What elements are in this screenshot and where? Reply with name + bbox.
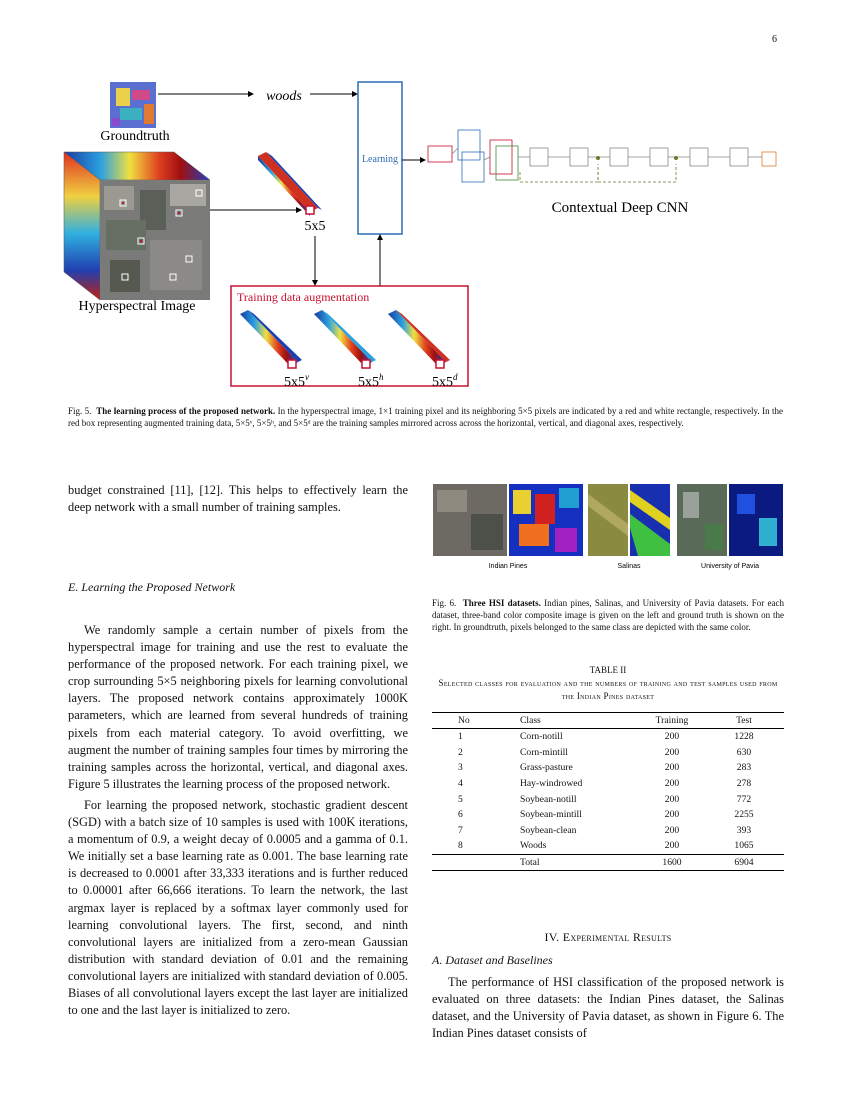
- table-cell: Grass-pasture: [520, 762, 573, 774]
- table-cell: 200: [664, 778, 680, 790]
- table-total-cell: Total: [520, 854, 640, 871]
- aug-d-label: 5x5$^d$: [432, 372, 458, 390]
- table-cell: 200: [664, 809, 680, 821]
- table-cell: 772: [736, 793, 752, 805]
- table-cell: 1065: [734, 840, 754, 852]
- table-cell: 200: [664, 824, 680, 836]
- table-row: [432, 838, 784, 854]
- table-row: [432, 807, 784, 823]
- table-cell: 2: [458, 746, 463, 758]
- table-total-cell: 6904: [704, 854, 784, 871]
- header-test: Test: [704, 713, 784, 729]
- header-no: No: [432, 713, 520, 729]
- dataset-label-pavia: University of Pavia: [701, 563, 759, 570]
- table-cell: 200: [664, 746, 680, 758]
- table-total-cell: [432, 854, 520, 871]
- table-cell: Soybean-clean: [520, 824, 577, 836]
- left-column: [68, 482, 408, 516]
- figure-5: [0, 60, 850, 400]
- table-cell: Soybean-notill: [520, 793, 577, 805]
- table-cell: 278: [736, 778, 752, 790]
- table-cell: 200: [664, 762, 680, 774]
- section-iv-heading: IV. Experimental Results: [544, 930, 672, 944]
- table-cell: 200: [664, 793, 680, 805]
- paragraph-2: For learning the proposed network, stochastic gradient descent (SGD) with a batch size of 10 samples is used with 100K iterations, a momentum of 0.9, a weight decay of 0.0005 and a gamma of 0.1. We initially set a base learning rate as 0.001. The base learning rate is decreased to 0.0001 after 33,333 iterations and is further reduced to 0.00001 after 66,666 iterations. To learn the network, the last argmax layer is replaced by a softmax layer commonly used for learning convolutional layers. The first, second, and ninth convolutional layers are initialized from a zero-mean Gaussian distribution with standard deviation of 0.01 and the remaining convolutional layers are initialized with standard deviation of 0.005. Biases of all convolutional layers except the last layer are initialized to one and the last layer is initialized to zero.: [68, 797, 408, 1018]
- salinas-images: [588, 484, 670, 556]
- table-caption: Selected classes for evaluation and the numbers of training and test samples used from the Indian Pines dataset: [438, 678, 778, 701]
- table-cell: Woods: [520, 840, 547, 852]
- augmentation-label: Training data augmentation: [237, 290, 370, 304]
- table-cell: Soybean-mintill: [520, 809, 582, 821]
- table-row: [432, 760, 784, 776]
- groundtruth-map: [110, 82, 156, 128]
- aug-v-label: 5x5$^v$: [284, 372, 309, 390]
- aug-h-label: 5x5$^h$: [358, 372, 384, 390]
- paragraph-1: We randomly sample a certain number of pixels from the hyperspectral image for training and use the rest to evaluate the performance of the proposed network. For each training pixel, we crop surrounding 5×5 neighboring pixels for learning convolutional layers. The proposed network contains approximately 1000K parameters, which are learned from several hundreds of training pixels from each material category. To avoid overfitting, we augment the number of training samples four times by mirroring the training samples across the horizontal, vertical, and diagonal axes. Figure 5 illustrates the learning process of the proposed network.: [68, 623, 408, 791]
- right-paragraph: The performance of HSI classification of the proposed network is evaluated on three datasets: the Indian Pines dataset, the Salinas dataset, and the University of Pavia dataset, as shown in Figure 6. The Indian Pines dataset consists of: [432, 975, 784, 1041]
- woods-label: woods: [266, 89, 302, 104]
- left-paragraphs: [68, 622, 408, 1019]
- cnn-label: Contextual Deep CNN: [551, 200, 689, 216]
- figure-5-caption: Fig. 5. The learning process of the proposed network. In the hyperspectral image, 1×1 training pixel and its neighboring 5×5 pixels are indicated by a red and white rectangle, respectively. In the red box representing augmented training data, 5×5ᵛ, 5×5ʰ, and 5×5ᵈ are the training samples mirrored across across the horizontal, vertical, and diagonal axes, respectively.: [68, 406, 784, 428]
- table-cell: 3: [458, 762, 463, 774]
- table-total-row: [432, 854, 784, 871]
- table-title: [432, 664, 784, 703]
- table-cell: 2255: [734, 809, 754, 821]
- header-class: Class: [520, 713, 640, 729]
- table-cell: 1: [458, 731, 463, 743]
- table-cell: 393: [736, 824, 752, 836]
- indian-pines-images: [433, 484, 583, 556]
- groundtruth-label: Groundtruth: [100, 129, 170, 144]
- table-cell: 7: [458, 824, 463, 836]
- table-cell: Hay-windrowed: [520, 778, 583, 790]
- data-table: [432, 712, 784, 871]
- table-row: [432, 729, 784, 745]
- table-cell: 8: [458, 840, 463, 852]
- table-cell: 283: [736, 762, 752, 774]
- table-row: [432, 745, 784, 761]
- table-header: [432, 713, 784, 729]
- table-cell: 5: [458, 793, 463, 805]
- table-cell: 630: [736, 746, 752, 758]
- dataset-label-salinas: Salinas: [617, 563, 641, 570]
- section-e-heading: E. Learning the Proposed Network: [68, 580, 236, 594]
- patch-label: 5x5: [304, 219, 326, 234]
- learning-label: Learning: [361, 154, 399, 165]
- cnn-diagram: [428, 130, 776, 182]
- figure-6: [433, 484, 783, 574]
- page-number: 6: [772, 34, 777, 45]
- table-row: [432, 823, 784, 839]
- section-a-heading: A. Dataset and Baselines: [432, 953, 553, 967]
- pavia-images: [677, 484, 783, 556]
- patch-bar: [258, 152, 322, 216]
- table-cell: 200: [664, 731, 680, 743]
- table-cell: 200: [664, 840, 680, 852]
- figure-6-caption: Fig. 6. Three HSI datasets. Indian pines, Salinas, and University of Pavia datasets. For each dataset, three-band color composite image is given on the left and ground truth is shown on the right. In groundtruth, pixels belonged to the same class are depicted with the same color.: [432, 598, 785, 632]
- paragraph-intro: budget constrained [11], [12]. This helps to effectively learn the deep network with a small number of training samples.: [68, 483, 408, 515]
- hyperspectral-label: Hyperspectral Image: [78, 299, 196, 314]
- table-cell: Corn-notill: [520, 731, 563, 743]
- table-total-cell: 1600: [640, 854, 704, 871]
- table-label: TABLE II: [589, 665, 627, 675]
- table-cell: 1228: [734, 731, 754, 743]
- table-cell: Corn-mintill: [520, 746, 568, 758]
- table-row: [432, 791, 784, 807]
- table-row: [432, 776, 784, 792]
- table-cell: 6: [458, 809, 463, 821]
- dataset-label-indian-pines: Indian Pines: [488, 563, 528, 570]
- table-cell: 4: [458, 778, 463, 790]
- header-training: Training: [640, 713, 704, 729]
- hyperspectral-cube: [64, 152, 210, 300]
